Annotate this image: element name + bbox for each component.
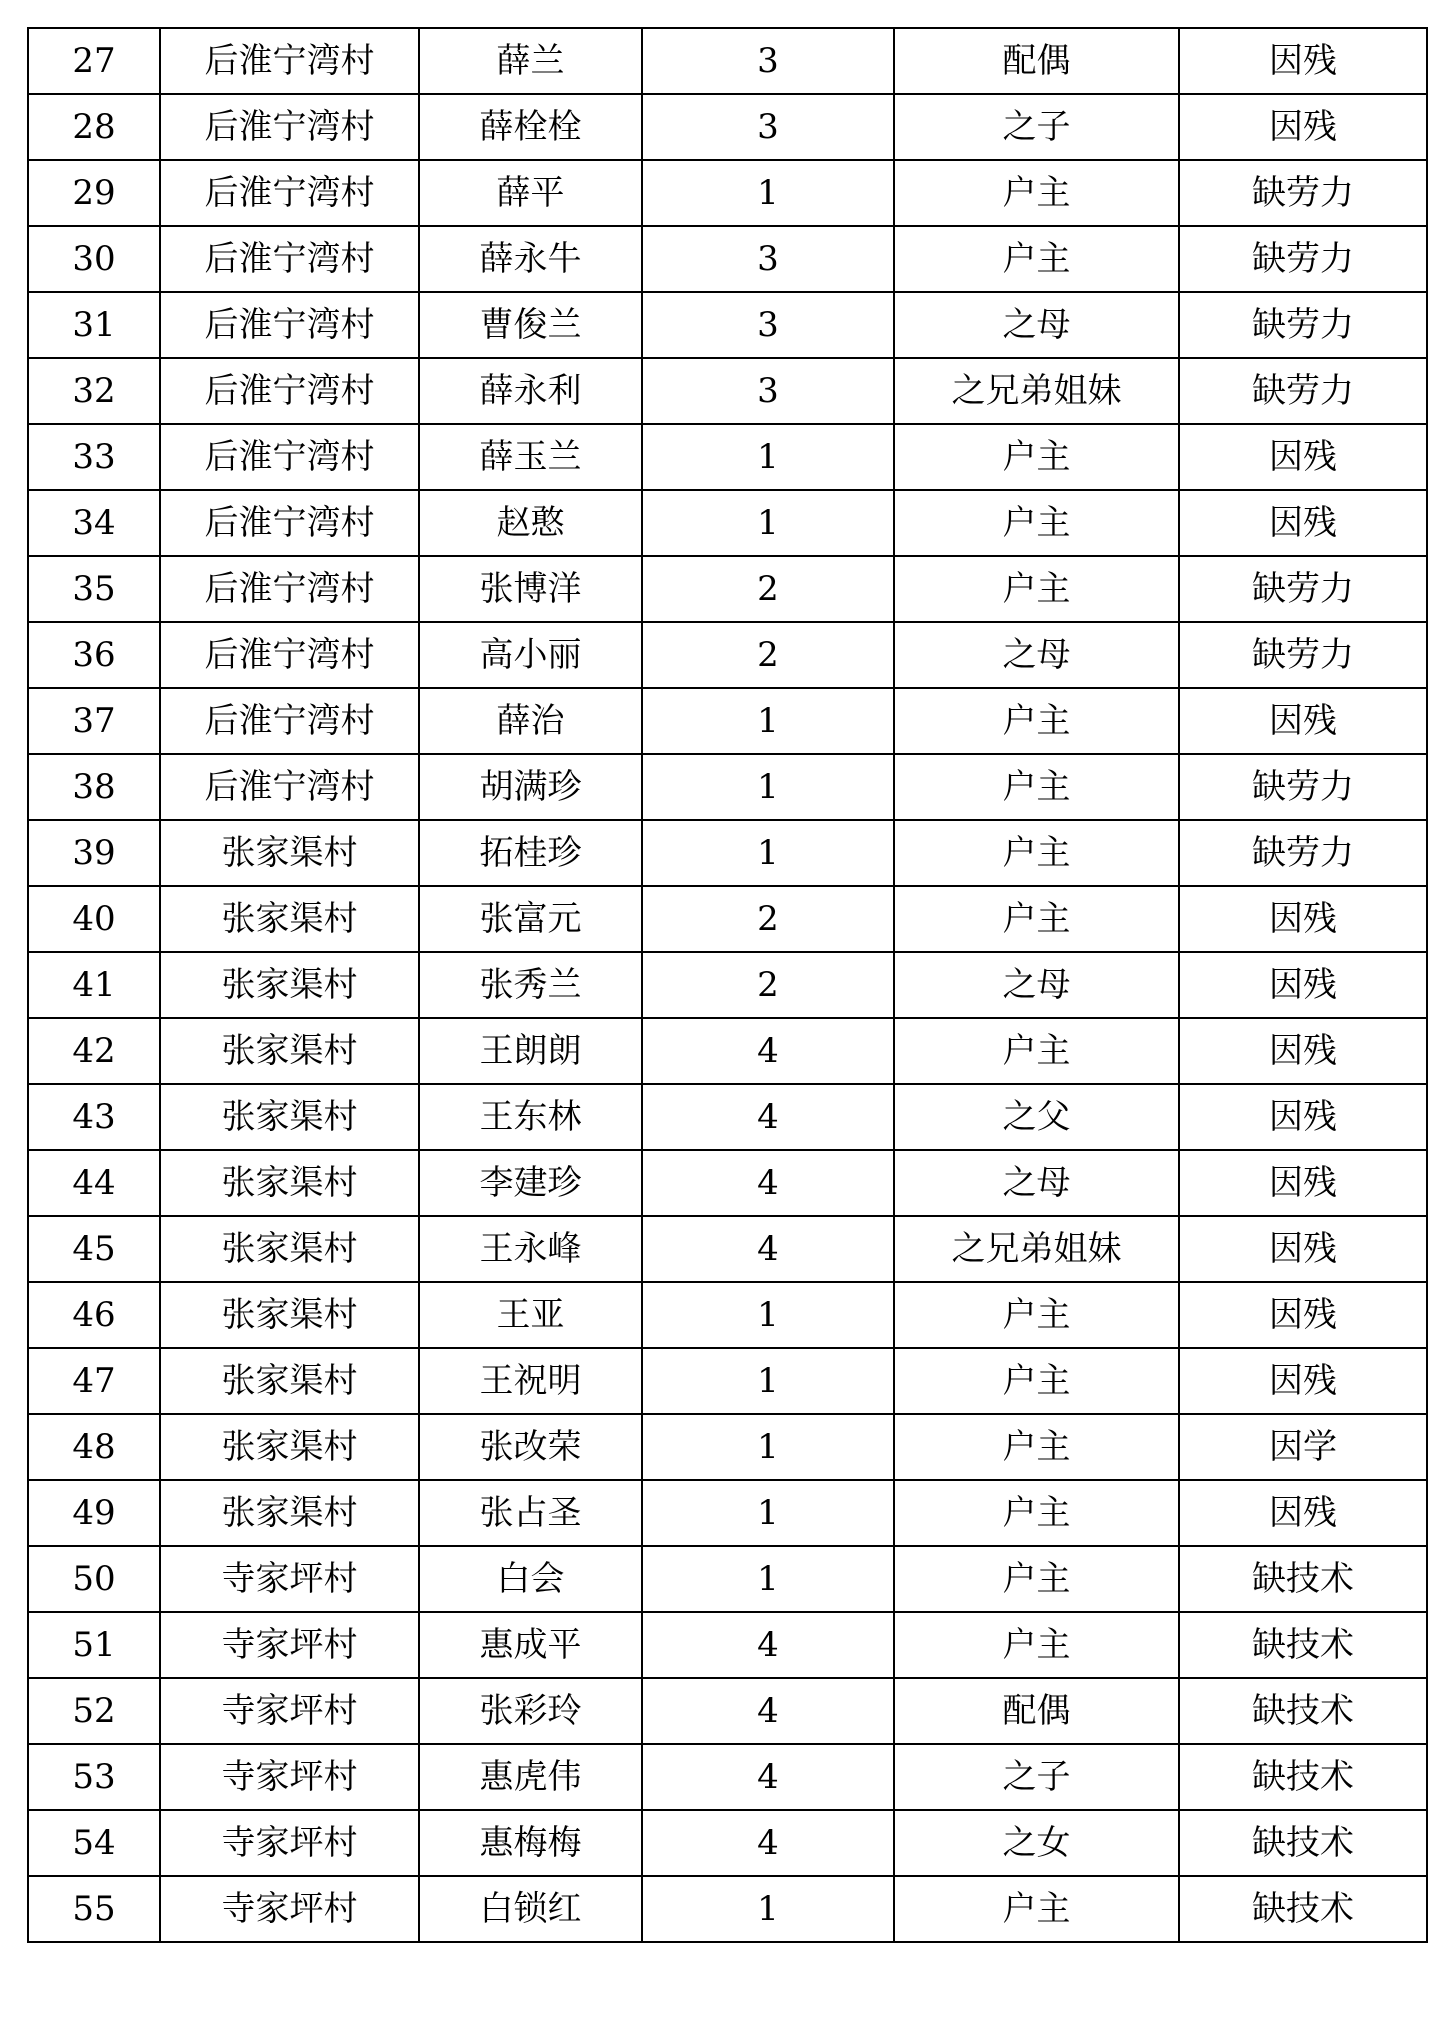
name-cell: 张富元 — [419, 886, 642, 952]
poverty-reason-cell: 缺技术 — [1179, 1810, 1427, 1876]
row-number-cell: 53 — [28, 1744, 160, 1810]
table-body — [28, 28, 1427, 1942]
relation-cell: 户主 — [894, 226, 1179, 292]
table-row — [28, 424, 1427, 490]
row-number-cell: 32 — [28, 358, 160, 424]
name-cell: 惠虎伟 — [419, 1744, 642, 1810]
household-size-cell: 1 — [642, 1546, 894, 1612]
village-cell: 张家渠村 — [160, 1150, 419, 1216]
relation-cell: 户主 — [894, 1018, 1179, 1084]
name-cell: 高小丽 — [419, 622, 642, 688]
poverty-reason-cell: 缺劳力 — [1179, 226, 1427, 292]
village-cell: 后淮宁湾村 — [160, 358, 419, 424]
poverty-reason-cell: 缺技术 — [1179, 1546, 1427, 1612]
table-row — [28, 1678, 1427, 1744]
relation-cell: 户主 — [894, 1612, 1179, 1678]
relation-cell: 户主 — [894, 556, 1179, 622]
table-row — [28, 1876, 1427, 1942]
poverty-reason-cell: 因残 — [1179, 1018, 1427, 1084]
row-number-cell: 34 — [28, 490, 160, 556]
row-number-cell: 50 — [28, 1546, 160, 1612]
poverty-reason-cell: 因残 — [1179, 1480, 1427, 1546]
village-cell: 后淮宁湾村 — [160, 424, 419, 490]
village-cell: 张家渠村 — [160, 1282, 419, 1348]
table-row — [28, 886, 1427, 952]
row-number-cell: 37 — [28, 688, 160, 754]
name-cell: 李建珍 — [419, 1150, 642, 1216]
table-row — [28, 1348, 1427, 1414]
relation-cell: 之父 — [894, 1084, 1179, 1150]
name-cell: 薛治 — [419, 688, 642, 754]
relation-cell: 配偶 — [894, 28, 1179, 94]
name-cell: 张改荣 — [419, 1414, 642, 1480]
name-cell: 赵憨 — [419, 490, 642, 556]
relation-cell: 户主 — [894, 160, 1179, 226]
poverty-reason-cell: 缺劳力 — [1179, 754, 1427, 820]
name-cell: 张彩玲 — [419, 1678, 642, 1744]
village-cell: 后淮宁湾村 — [160, 94, 419, 160]
village-cell: 后淮宁湾村 — [160, 490, 419, 556]
village-cell: 张家渠村 — [160, 1348, 419, 1414]
row-number-cell: 44 — [28, 1150, 160, 1216]
poverty-reason-cell: 缺技术 — [1179, 1612, 1427, 1678]
name-cell: 薛永利 — [419, 358, 642, 424]
name-cell: 薛栓栓 — [419, 94, 642, 160]
household-size-cell: 3 — [642, 28, 894, 94]
row-number-cell: 35 — [28, 556, 160, 622]
household-size-cell: 1 — [642, 820, 894, 886]
household-size-cell: 4 — [642, 1810, 894, 1876]
poverty-reason-cell: 因残 — [1179, 1150, 1427, 1216]
table-row — [28, 226, 1427, 292]
name-cell: 白锁红 — [419, 1876, 642, 1942]
village-cell: 后淮宁湾村 — [160, 292, 419, 358]
village-cell: 张家渠村 — [160, 886, 419, 952]
table-row — [28, 820, 1427, 886]
name-cell: 薛平 — [419, 160, 642, 226]
household-size-cell: 1 — [642, 490, 894, 556]
row-number-cell: 33 — [28, 424, 160, 490]
table-row — [28, 1216, 1427, 1282]
household-roster-table — [27, 27, 1428, 1943]
table-row — [28, 622, 1427, 688]
row-number-cell: 48 — [28, 1414, 160, 1480]
household-size-cell: 1 — [642, 160, 894, 226]
household-size-cell: 4 — [642, 1744, 894, 1810]
table-row — [28, 28, 1427, 94]
relation-cell: 户主 — [894, 490, 1179, 556]
household-size-cell: 1 — [642, 1348, 894, 1414]
row-number-cell: 27 — [28, 28, 160, 94]
village-cell: 寺家坪村 — [160, 1546, 419, 1612]
poverty-reason-cell: 因残 — [1179, 952, 1427, 1018]
row-number-cell: 49 — [28, 1480, 160, 1546]
name-cell: 曹俊兰 — [419, 292, 642, 358]
poverty-reason-cell: 缺劳力 — [1179, 358, 1427, 424]
row-number-cell: 52 — [28, 1678, 160, 1744]
table-row — [28, 490, 1427, 556]
name-cell: 惠梅梅 — [419, 1810, 642, 1876]
name-cell: 拓桂珍 — [419, 820, 642, 886]
household-size-cell: 3 — [642, 226, 894, 292]
name-cell: 薛兰 — [419, 28, 642, 94]
relation-cell: 之女 — [894, 1810, 1179, 1876]
poverty-reason-cell: 缺劳力 — [1179, 556, 1427, 622]
table-row — [28, 754, 1427, 820]
poverty-reason-cell: 因残 — [1179, 424, 1427, 490]
poverty-reason-cell: 缺技术 — [1179, 1744, 1427, 1810]
name-cell: 胡满珍 — [419, 754, 642, 820]
row-number-cell: 42 — [28, 1018, 160, 1084]
poverty-reason-cell: 因残 — [1179, 1348, 1427, 1414]
relation-cell: 户主 — [894, 424, 1179, 490]
household-size-cell: 1 — [642, 688, 894, 754]
village-cell: 后淮宁湾村 — [160, 226, 419, 292]
relation-cell: 之母 — [894, 952, 1179, 1018]
village-cell: 后淮宁湾村 — [160, 688, 419, 754]
row-number-cell: 28 — [28, 94, 160, 160]
poverty-reason-cell: 因残 — [1179, 1084, 1427, 1150]
name-cell: 王祝明 — [419, 1348, 642, 1414]
village-cell: 寺家坪村 — [160, 1810, 419, 1876]
village-cell: 张家渠村 — [160, 820, 419, 886]
poverty-reason-cell: 缺劳力 — [1179, 160, 1427, 226]
relation-cell: 户主 — [894, 1546, 1179, 1612]
table-row — [28, 952, 1427, 1018]
village-cell: 寺家坪村 — [160, 1678, 419, 1744]
household-size-cell: 2 — [642, 886, 894, 952]
village-cell: 张家渠村 — [160, 1480, 419, 1546]
village-cell: 后淮宁湾村 — [160, 556, 419, 622]
table-row — [28, 1480, 1427, 1546]
relation-cell: 之兄弟姐妹 — [894, 1216, 1179, 1282]
relation-cell: 户主 — [894, 820, 1179, 886]
poverty-reason-cell: 因残 — [1179, 28, 1427, 94]
name-cell: 薛永牛 — [419, 226, 642, 292]
row-number-cell: 30 — [28, 226, 160, 292]
household-size-cell: 1 — [642, 1414, 894, 1480]
household-size-cell: 2 — [642, 622, 894, 688]
name-cell: 张占圣 — [419, 1480, 642, 1546]
relation-cell: 之母 — [894, 292, 1179, 358]
relation-cell: 户主 — [894, 1348, 1179, 1414]
poverty-reason-cell: 缺劳力 — [1179, 622, 1427, 688]
poverty-reason-cell: 因残 — [1179, 688, 1427, 754]
relation-cell: 户主 — [894, 1282, 1179, 1348]
table-row — [28, 688, 1427, 754]
poverty-reason-cell: 因残 — [1179, 490, 1427, 556]
village-cell: 寺家坪村 — [160, 1744, 419, 1810]
name-cell: 张博洋 — [419, 556, 642, 622]
name-cell: 王亚 — [419, 1282, 642, 1348]
table-row — [28, 556, 1427, 622]
household-size-cell: 2 — [642, 952, 894, 1018]
table-row — [28, 160, 1427, 226]
household-size-cell: 1 — [642, 1480, 894, 1546]
relation-cell: 之母 — [894, 622, 1179, 688]
household-size-cell: 4 — [642, 1084, 894, 1150]
village-cell: 后淮宁湾村 — [160, 28, 419, 94]
table-row — [28, 1612, 1427, 1678]
village-cell: 后淮宁湾村 — [160, 160, 419, 226]
row-number-cell: 47 — [28, 1348, 160, 1414]
poverty-reason-cell: 因残 — [1179, 1282, 1427, 1348]
household-size-cell: 1 — [642, 1282, 894, 1348]
household-size-cell: 3 — [642, 358, 894, 424]
village-cell: 寺家坪村 — [160, 1612, 419, 1678]
relation-cell: 户主 — [894, 1876, 1179, 1942]
relation-cell: 户主 — [894, 688, 1179, 754]
table-row — [28, 292, 1427, 358]
village-cell: 张家渠村 — [160, 952, 419, 1018]
relation-cell: 之兄弟姐妹 — [894, 358, 1179, 424]
village-cell: 寺家坪村 — [160, 1876, 419, 1942]
table-row — [28, 1546, 1427, 1612]
poverty-reason-cell: 缺技术 — [1179, 1876, 1427, 1942]
row-number-cell: 54 — [28, 1810, 160, 1876]
name-cell: 白会 — [419, 1546, 642, 1612]
poverty-reason-cell: 因残 — [1179, 94, 1427, 160]
name-cell: 王东林 — [419, 1084, 642, 1150]
household-size-cell: 1 — [642, 1876, 894, 1942]
poverty-reason-cell: 因学 — [1179, 1414, 1427, 1480]
table-row — [28, 1414, 1427, 1480]
relation-cell: 之子 — [894, 94, 1179, 160]
name-cell: 王朗朗 — [419, 1018, 642, 1084]
row-number-cell: 39 — [28, 820, 160, 886]
name-cell: 惠成平 — [419, 1612, 642, 1678]
village-cell: 张家渠村 — [160, 1216, 419, 1282]
table-row — [28, 1810, 1427, 1876]
name-cell: 张秀兰 — [419, 952, 642, 1018]
village-cell: 后淮宁湾村 — [160, 754, 419, 820]
row-number-cell: 31 — [28, 292, 160, 358]
village-cell: 张家渠村 — [160, 1084, 419, 1150]
household-size-cell: 4 — [642, 1150, 894, 1216]
village-cell: 张家渠村 — [160, 1018, 419, 1084]
table-row — [28, 1018, 1427, 1084]
name-cell: 薛玉兰 — [419, 424, 642, 490]
row-number-cell: 55 — [28, 1876, 160, 1942]
household-size-cell: 3 — [642, 94, 894, 160]
row-number-cell: 51 — [28, 1612, 160, 1678]
village-cell: 后淮宁湾村 — [160, 622, 419, 688]
table-row — [28, 1084, 1427, 1150]
poverty-reason-cell: 缺劳力 — [1179, 820, 1427, 886]
poverty-reason-cell: 因残 — [1179, 1216, 1427, 1282]
row-number-cell: 40 — [28, 886, 160, 952]
table-row — [28, 1744, 1427, 1810]
table-row — [28, 358, 1427, 424]
row-number-cell: 29 — [28, 160, 160, 226]
relation-cell: 户主 — [894, 1480, 1179, 1546]
table-row — [28, 94, 1427, 160]
table-row — [28, 1150, 1427, 1216]
relation-cell: 之母 — [894, 1150, 1179, 1216]
row-number-cell: 36 — [28, 622, 160, 688]
row-number-cell: 45 — [28, 1216, 160, 1282]
relation-cell: 之子 — [894, 1744, 1179, 1810]
row-number-cell: 46 — [28, 1282, 160, 1348]
household-size-cell: 4 — [642, 1216, 894, 1282]
relation-cell: 配偶 — [894, 1678, 1179, 1744]
relation-cell: 户主 — [894, 886, 1179, 952]
household-size-cell: 4 — [642, 1018, 894, 1084]
row-number-cell: 38 — [28, 754, 160, 820]
household-size-cell: 4 — [642, 1678, 894, 1744]
household-size-cell: 4 — [642, 1612, 894, 1678]
household-size-cell: 1 — [642, 754, 894, 820]
household-size-cell: 1 — [642, 424, 894, 490]
poverty-reason-cell: 因残 — [1179, 886, 1427, 952]
poverty-reason-cell: 缺劳力 — [1179, 292, 1427, 358]
relation-cell: 户主 — [894, 754, 1179, 820]
household-size-cell: 3 — [642, 292, 894, 358]
table-row — [28, 1282, 1427, 1348]
name-cell: 王永峰 — [419, 1216, 642, 1282]
row-number-cell: 43 — [28, 1084, 160, 1150]
poverty-reason-cell: 缺技术 — [1179, 1678, 1427, 1744]
relation-cell: 户主 — [894, 1414, 1179, 1480]
row-number-cell: 41 — [28, 952, 160, 1018]
household-size-cell: 2 — [642, 556, 894, 622]
village-cell: 张家渠村 — [160, 1414, 419, 1480]
